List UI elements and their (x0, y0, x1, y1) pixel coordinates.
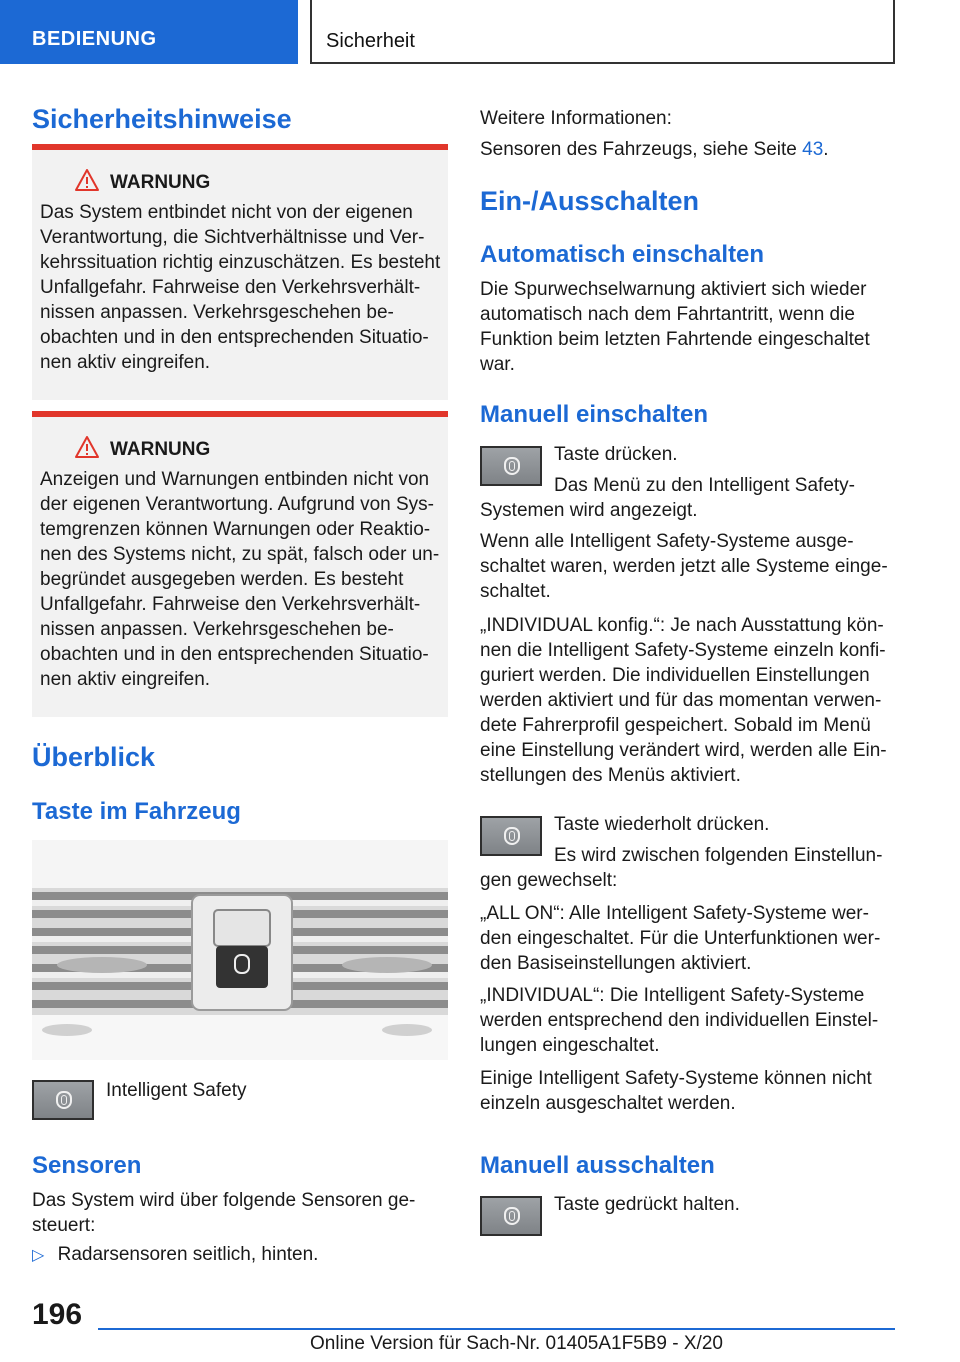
warning-label: WARNUNG (110, 439, 211, 460)
menu-shown-text: Das Menü zu den Intelligent Safety- (554, 475, 856, 496)
on-off-title: Ein-/Ausschalten (480, 186, 700, 216)
press-again-text: Taste wiederholt drücken. (554, 814, 770, 835)
warning-triangle-icon (74, 435, 100, 459)
individual-config-text: „INDIVIDUAL konfig.“: Je nach Ausstattung kön‐ nen die Intelligent Safety-Systeme einzeln konfi‐ guriert werden. Die individuellen Einstellungen werden aktiviert und für das momentan verwen‐ dete Fahrerprofil gespeichert. Sobald im Menü eine Einstellung verändert wird, werden alle Ein‐ stellungen des Menüs aktiviert. (480, 615, 887, 786)
overview-title: Überblick (32, 742, 156, 772)
sensors-text: Das System wird über folgende Sensoren ge‐ steuert: (32, 1190, 416, 1236)
chapter-tab (310, 0, 895, 64)
some-systems-text: Einige Intelligent Safety-Systeme können nicht einzeln ausgeschaltet werden. (480, 1068, 872, 1114)
intelligent-safety-button-icon (480, 446, 542, 486)
footer-divider (98, 1328, 895, 1330)
intelligent-safety-button-icon (480, 816, 542, 856)
warning-triangle-icon (74, 168, 100, 192)
more-info-label: Weitere Informationen: (480, 108, 672, 129)
intelligent-safety-button-icon (32, 1080, 94, 1120)
all-off-text: Wenn alle Intelligent Safety-Systeme ausge‐ schaltet waren, werden jetzt alle Systeme einge‐ schaltet. (480, 531, 888, 602)
warning-box-1 (32, 144, 448, 400)
section-tab (0, 0, 298, 64)
sensors-heading: Sensoren (32, 1152, 142, 1179)
button-caption: Intelligent Safety (106, 1080, 247, 1101)
section-title: BEDIENUNG (32, 28, 157, 50)
safety-notes-title: Sicherheitshinweise (32, 104, 292, 134)
hold-button-text: Taste gedrückt halten. (554, 1194, 740, 1215)
warning-label: WARNUNG (110, 172, 211, 193)
individual-text: „INDIVIDUAL“: Die Intelligent Safety-Systeme werden entsprechend den individuellen Einstel‐ lungen eingeschaltet. (480, 985, 879, 1056)
switch-text-cont: gen gewechselt: (480, 870, 618, 891)
sensors-list-item: ▷ Radarsensoren seitlich, hinten. (32, 1244, 319, 1265)
warning-text: Das System entbindet nicht von der eigenen Verantwortung, die Sichtverhältnisse und Ver‐ kehrssituation richtig einzuschätzen. Es besteht Unfallgefahr. Fahrweise den Verkehrsverhält‐ nissen anpassen. Verkehrsgeschehen be‐ obachten und in den entsprechenden Situatio‐ nen aktiv eingreifen. (40, 202, 441, 373)
manual-off-heading: Manuell ausschalten (480, 1152, 715, 1179)
button-in-vehicle-heading: Taste im Fahrzeug (32, 798, 241, 825)
intelligent-safety-button-icon (480, 1196, 542, 1236)
all-on-text: „ALL ON“: Alle Intelligent Safety-Systeme wer‐ den eingeschaltet. Für die Unterfunktionen wer‐ den Basiseinstellungen aktiviert. (480, 903, 881, 974)
auto-on-heading: Automatisch einschalten (480, 241, 765, 268)
switch-text: Es wird zwischen folgenden Einstellun‐ (554, 845, 883, 866)
warning-text: Anzeigen und Warnungen entbinden nicht von der eigenen Verantwortung. Aufgrund von Sys‐ temgrenzen können Warnungen oder Reaktio‐ nen des Systems nicht, zu spät, falsch oder un‐ begründet ausgegeben werden. Es besteht Unfallgefahr. Fahrweise den Verkehrsverhält‐ nissen anpassen. Verkehrsgeschehen be‐ obachten und in den entsprechenden Situatio‐ nen aktiv eingreifen. (40, 469, 440, 690)
page-link[interactable]: 43 (802, 139, 824, 160)
menu-shown-text-cont: Systemen wird angezeigt. (480, 500, 698, 521)
manual-on-heading: Manuell einschalten (480, 401, 709, 428)
sensors-reference: Sensoren des Fahrzeugs, siehe Seite 43. (480, 139, 829, 160)
auto-on-text: Die Spurwechselwarnung aktiviert sich wieder automatisch nach dem Fahrtantritt, wenn die Funktion beim letzten Fahrtende eingeschaltet war. (480, 279, 870, 375)
press-button-text: Taste drücken. (554, 444, 678, 465)
bullet-triangle-icon: ▷ (32, 1247, 45, 1264)
footer-online-version: Online Version für Sach-Nr. 01405A1F5B9 - X/20 (310, 1333, 723, 1354)
chapter-title: Sicherheit (326, 30, 415, 52)
vehicle-button-photo (32, 840, 448, 1060)
warning-box-2 (32, 411, 448, 717)
page-number: 196 (32, 1298, 83, 1331)
